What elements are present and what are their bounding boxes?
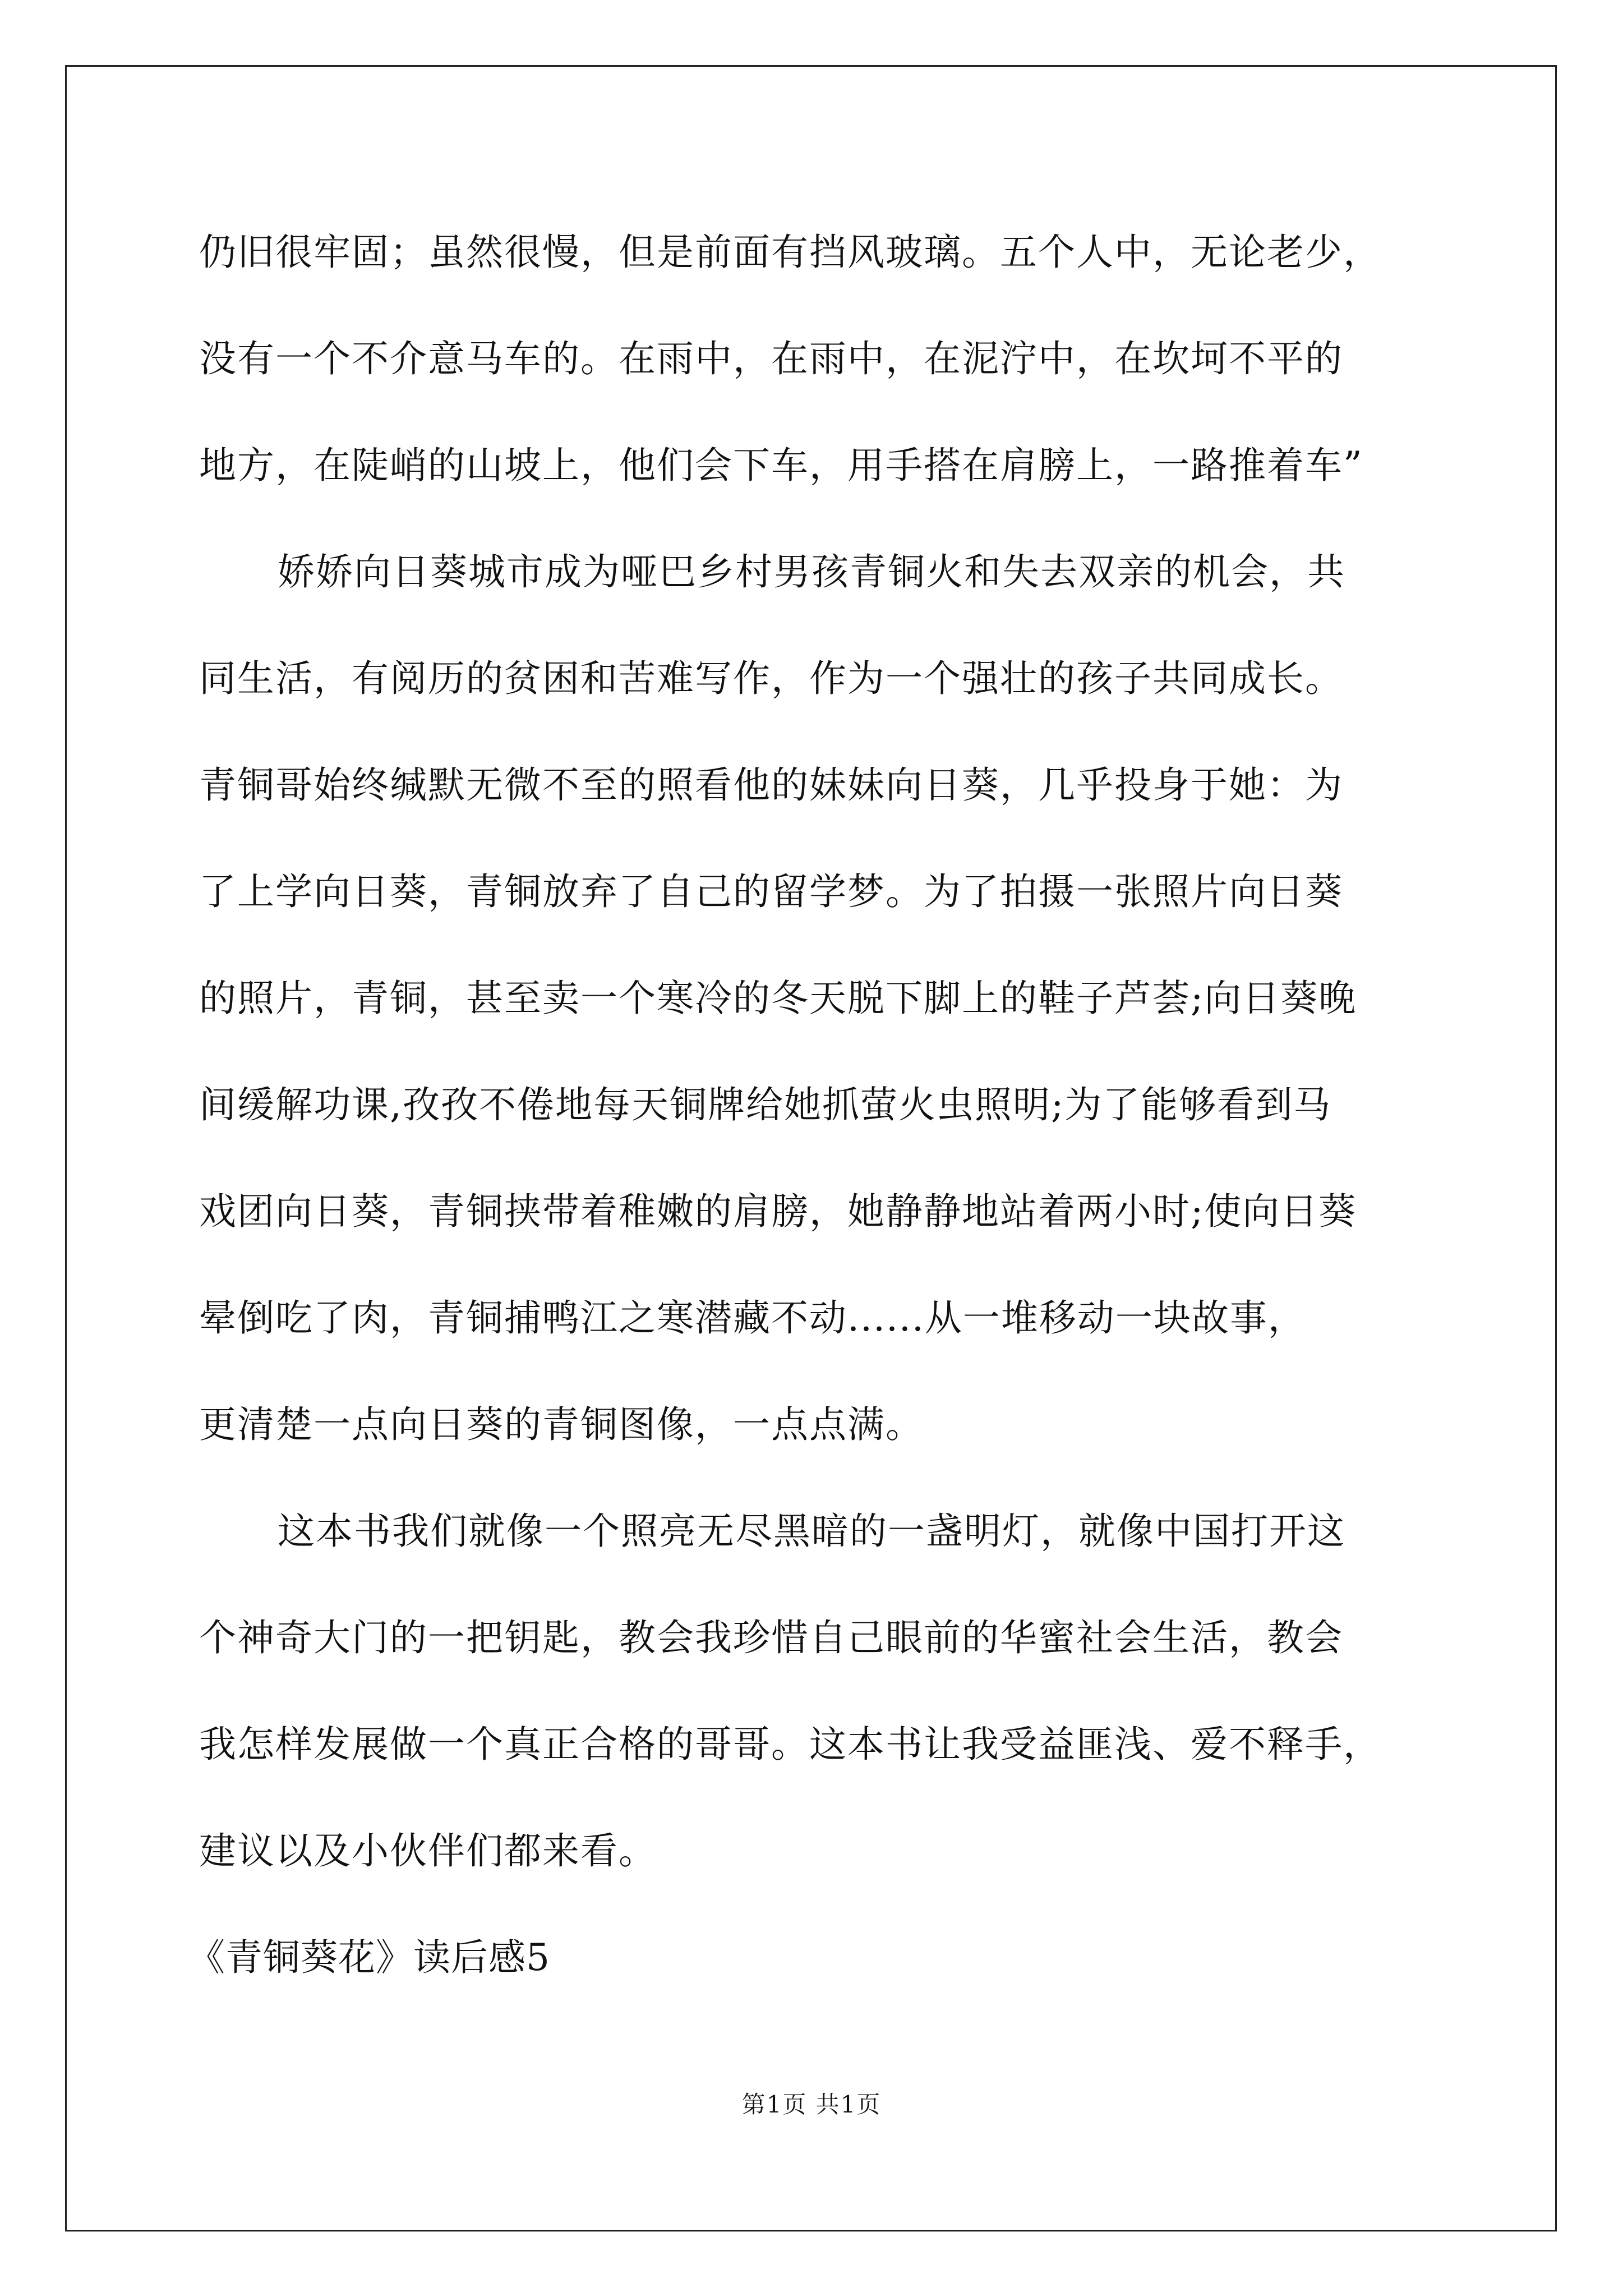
- page-footer: 第1页 共1页: [741, 2091, 882, 2118]
- document-body: [188, 199, 1436, 2011]
- paragraph-line: 地方，在陡峭的山坡上，他们会下车，用手搭在肩膀上，一路推着车”: [199, 444, 1363, 487]
- paragraph-line: 仍旧很牢固；虽然很慢，但是前面有挡风玻璃。五个人中，无论老少，: [199, 231, 1381, 274]
- paragraph-line: 娇娇向日葵城市成为哑巴乡村男孩青铜火和失去双亲的机会，共: [278, 550, 1345, 593]
- paragraph-line: 建议以及小伙伴们都来看。: [199, 1829, 657, 1872]
- paragraph-line: 间缓解功课,孜孜不倦地每天铜牌给她抓萤火虫照明;为了能够看到马: [199, 1083, 1332, 1126]
- paragraph-line: 晕倒吃了肉，青铜捕鸭江之寒潜藏不动......从一堆移动一块故事，: [199, 1296, 1306, 1340]
- paragraph-line: 的照片，青铜，甚至卖一个寒冷的冬天脱下脚上的鞋子芦荟;向日葵晚: [199, 977, 1357, 1020]
- paragraph-line: 青铜哥始终缄默无微不至的照看他的妹妹向日葵，几乎投身于她：为: [199, 763, 1343, 807]
- paragraph-line: 更清楚一点向日葵的青铜图像，一点点满。: [199, 1403, 924, 1446]
- paragraph-line: 同生活，有阅历的贫困和苦难写作，作为一个强壮的孩子共同成长。: [199, 657, 1343, 700]
- paragraph-line: 这本书我们就像一个照亮无尽黑暗的一盏明灯，就像中国打开这: [278, 1510, 1345, 1553]
- section-heading: 《青铜葵花》读后感5: [188, 1936, 550, 1979]
- paragraph-line: 戏团向日葵，青铜挟带着稚嫩的肩膀，她静静地站着两小时;使向日葵: [199, 1190, 1357, 1233]
- paragraph-line: 了上学向日葵，青铜放弃了自己的留学梦。为了拍摄一张照片向日葵: [199, 870, 1343, 913]
- paragraph-line: 个神奇大门的一把钥匙，教会我珍惜自己眼前的华蜜社会生活，教会: [199, 1616, 1343, 1659]
- paragraph-line: 我怎样发展做一个真正合格的哥哥。这本书让我受益匪浅、爱不释手，: [199, 1723, 1381, 1766]
- paragraph-line: 没有一个不介意马车的。在雨中，在雨中，在泥泞中，在坎坷不平的: [199, 337, 1343, 380]
